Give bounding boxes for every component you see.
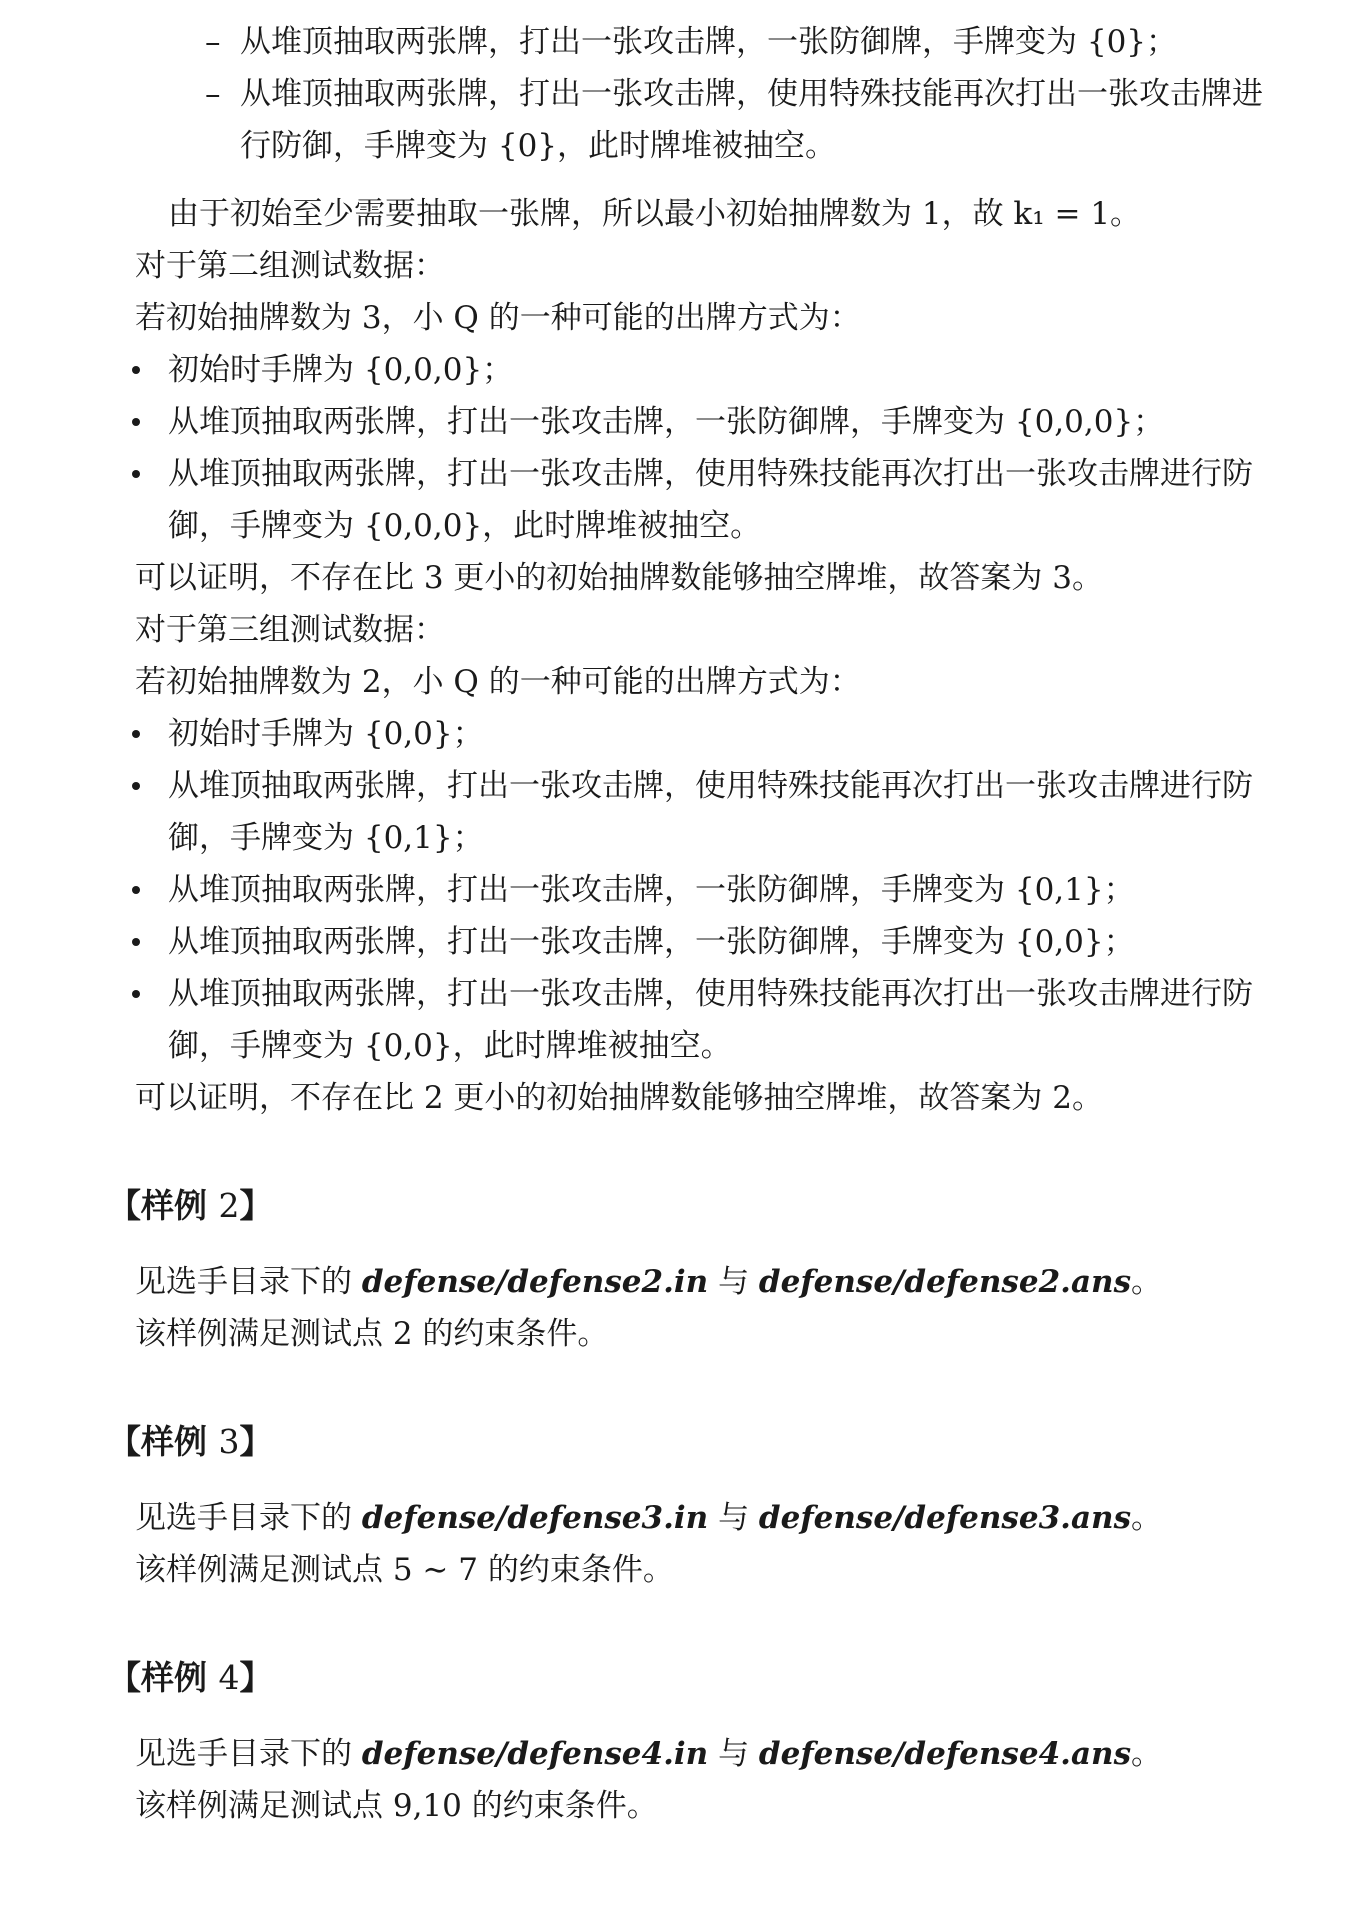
heading-num: 2 [218, 1186, 240, 1225]
sample-heading-text [108, 1186, 273, 1226]
dash-item-cont-text: 行防御，手牌变为 {0}，此时牌堆被抽空。 [240, 128, 837, 164]
sample-constraint-text: 该样例满足测试点 2 的约束条件。 [135, 1316, 609, 1352]
bullet-icon [132, 990, 140, 998]
sample-heading-text [108, 1658, 273, 1698]
files-joiner: 与 [718, 1500, 750, 1536]
bullet-text: 从堆顶抽取两张牌，打出一张攻击牌，使用特殊技能再次打出一张攻击牌进行防 [168, 768, 1253, 804]
group3-intro-text: 对于第三组测试数据： [135, 612, 445, 648]
sample-files-line [135, 1262, 1162, 1302]
bullet-icon [132, 366, 140, 374]
heading-close: 】 [239, 1422, 273, 1461]
heading-open: 【样例 [108, 1658, 207, 1697]
dash-marker: – [205, 24, 221, 60]
bullet-icon [132, 782, 140, 790]
heading-num: 4 [218, 1658, 240, 1697]
ans-file-link: defense/defense4.ans [758, 1736, 1132, 1772]
heading-num: 3 [218, 1422, 240, 1461]
sample-constraint-text: 该样例满足测试点 5 ∼ 7 的约束条件。 [135, 1552, 674, 1588]
files-joiner: 与 [718, 1264, 750, 1300]
heading-close: 】 [239, 1658, 273, 1697]
heading-open: 【样例 [108, 1422, 207, 1461]
in-file-link: defense/defense3.in [361, 1500, 709, 1536]
group2-lead-text: 若初始抽牌数为 3，小 Q 的一种可能的出牌方式为： [135, 300, 861, 336]
group2-conclusion-text: 可以证明，不存在比 3 更小的初始抽牌数能够抽空牌堆，故答案为 3。 [135, 560, 1104, 596]
files-joiner: 与 [718, 1736, 750, 1772]
bullet-cont-text: 御，手牌变为 {0,1}； [168, 820, 484, 856]
group3-lead-text: 若初始抽牌数为 2，小 Q 的一种可能的出牌方式为： [135, 664, 861, 700]
sample-files-line [135, 1498, 1162, 1538]
bullet-icon [132, 418, 140, 426]
bullet-text: 从堆顶抽取两张牌，打出一张攻击牌，一张防御牌，手牌变为 {0,1}； [168, 872, 1135, 908]
bullet-text: 从堆顶抽取两张牌，打出一张攻击牌，一张防御牌，手牌变为 {0,0,0}； [168, 404, 1165, 440]
bullet-text: 从堆顶抽取两张牌，打出一张攻击牌，一张防御牌，手牌变为 {0,0}； [168, 924, 1135, 960]
heading-close: 】 [239, 1186, 273, 1225]
conclusion-text: 由于初始至少需要抽取一张牌，所以最小初始抽牌数为 1，故 k₁ = 1。 [168, 196, 1142, 232]
sample-constraint-text: 该样例满足测试点 9,10 的约束条件。 [135, 1788, 658, 1824]
bullet-text: 初始时手牌为 {0,0,0}； [168, 352, 514, 388]
dash-item-text: 从堆顶抽取两张牌，打出一张攻击牌，使用特殊技能再次打出一张攻击牌进 [240, 76, 1263, 112]
ans-file-link: defense/defense3.ans [758, 1500, 1132, 1536]
ans-file-link: defense/defense2.ans [758, 1264, 1132, 1300]
files-prefix: 见选手目录下的 [135, 1264, 352, 1300]
bullet-icon [132, 938, 140, 946]
files-end: 。 [1131, 1736, 1163, 1772]
in-file-link: defense/defense4.in [361, 1736, 709, 1772]
bullet-cont-text: 御，手牌变为 {0,0,0}，此时牌堆被抽空。 [168, 508, 762, 544]
dash-item-text: 从堆顶抽取两张牌，打出一张攻击牌，一张防御牌，手牌变为 {0}； [240, 24, 1178, 60]
bullet-text: 从堆顶抽取两张牌，打出一张攻击牌，使用特殊技能再次打出一张攻击牌进行防 [168, 456, 1253, 492]
sample-heading-text [108, 1422, 273, 1462]
sample-files-line [135, 1734, 1162, 1774]
bullet-cont-text: 御，手牌变为 {0,0}，此时牌堆被抽空。 [168, 1028, 732, 1064]
files-prefix: 见选手目录下的 [135, 1736, 352, 1772]
bullet-text: 从堆顶抽取两张牌，打出一张攻击牌，使用特殊技能再次打出一张攻击牌进行防 [168, 976, 1253, 1012]
dash-marker: – [205, 76, 221, 112]
bullet-text: 初始时手牌为 {0,0}； [168, 716, 484, 752]
in-file-link: defense/defense2.in [361, 1264, 709, 1300]
group2-intro-text: 对于第二组测试数据： [135, 248, 445, 284]
bullet-icon [132, 730, 140, 738]
files-end: 。 [1131, 1264, 1163, 1300]
bullet-icon [132, 470, 140, 478]
files-end: 。 [1131, 1500, 1163, 1536]
files-prefix: 见选手目录下的 [135, 1500, 352, 1536]
group3-conclusion-text: 可以证明，不存在比 2 更小的初始抽牌数能够抽空牌堆，故答案为 2。 [135, 1080, 1104, 1116]
heading-open: 【样例 [108, 1186, 207, 1225]
bullet-icon [132, 886, 140, 894]
